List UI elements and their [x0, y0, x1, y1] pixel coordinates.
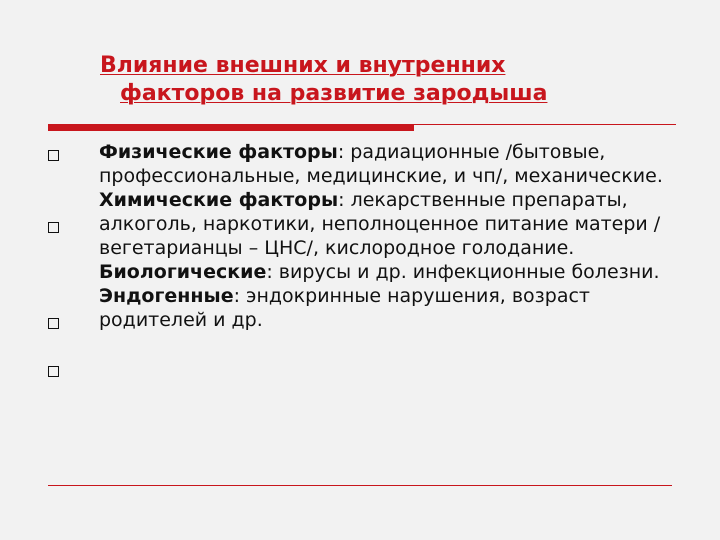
- square-bullet-icon: [48, 366, 59, 377]
- slide-title: [100, 52, 660, 108]
- square-bullet-icon: [48, 318, 59, 329]
- title-line-2: факторов на развитие зародыша: [120, 81, 548, 106]
- item-text: : радиационные /бытовые, профессиональные, медицинские, и чп/, механические.: [99, 141, 663, 187]
- footer-divider: [48, 485, 672, 486]
- title-line-1: Влияние внешних и внутренних: [100, 53, 506, 78]
- list-item-chemical: [99, 188, 689, 260]
- list-item-endogenous: [99, 284, 689, 332]
- item-text: : эндокринные нарушения, возраст родителей и др.: [99, 285, 590, 331]
- bullet-list: [99, 140, 689, 332]
- square-bullet-icon: [48, 150, 59, 161]
- square-bullet-icon: [48, 222, 59, 233]
- item-heading: Химические факторы: [99, 189, 339, 211]
- item-heading: Биологические: [99, 261, 267, 283]
- title-divider-thick: [48, 125, 414, 131]
- item-heading: Эндогенные: [99, 285, 234, 307]
- item-heading: Физические факторы: [99, 141, 338, 163]
- list-item-physical: [99, 140, 689, 188]
- item-text: : лекарственные препараты, алкоголь, наркотики, неполноценное питание матери /вегетарианцы – ЦНС/, кислородное голодание.: [99, 189, 661, 259]
- item-text: : вирусы и др. инфекционные болезни.: [266, 261, 660, 283]
- list-item-biological: [99, 260, 689, 284]
